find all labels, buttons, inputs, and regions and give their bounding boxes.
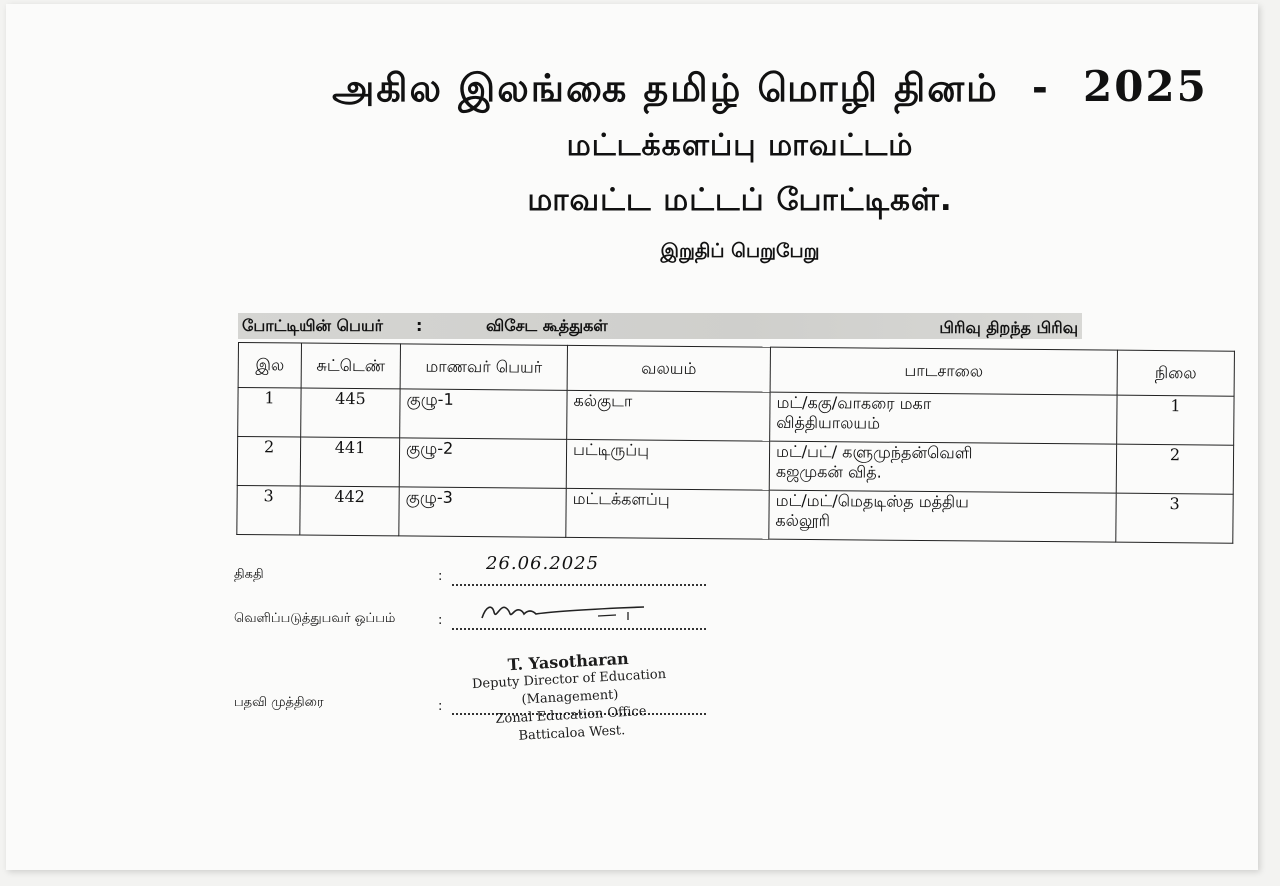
seal-line3: Zonal Education Office — [495, 704, 647, 727]
row-school-line1: மட்/ககு/வாகரை மகா — [776, 392, 932, 414]
date-value: 26.06.2025 — [486, 553, 600, 574]
row-index: 445 — [301, 388, 400, 438]
district-title: மட்டக்களப்பு மாவட்டம் — [566, 128, 914, 163]
row-no: 1 — [238, 388, 301, 438]
competition-category: பிரிவு திறந்த பிரிவு — [939, 318, 1078, 337]
level-title: மாவட்ட மட்டப் போட்டிகள். — [527, 182, 953, 218]
seal-line4: Batticaloa West. — [518, 723, 626, 744]
row-school-line1: மட்/மட்/மெதடிஸ்த மத்திய — [775, 490, 970, 512]
signature-dotted-line — [452, 627, 706, 630]
column-header-name: மாணவர் பெயர் — [400, 344, 567, 390]
table-row — [238, 388, 1234, 446]
row-zone: கல்குடா — [567, 390, 770, 441]
competition-name: விசேட கூத்துகள் — [486, 316, 608, 335]
date-dotted-line — [452, 583, 706, 586]
signature-label: வெளிப்படுத்துபவர் ஒப்பம் — [234, 611, 396, 626]
row-name: குழு-3 — [399, 487, 566, 537]
column-header-zone: வலயம் — [567, 345, 770, 392]
row-index: 441 — [300, 437, 399, 487]
main-title-text: அகில இலங்கை தமிழ் மொழி தினம் — [332, 66, 999, 110]
column-header-index: சுட்டெண் — [301, 343, 400, 389]
main-title-separator: - — [1031, 66, 1050, 110]
results-table — [236, 342, 1235, 544]
table-row — [237, 437, 1233, 495]
row-name: குழு-1 — [400, 389, 567, 439]
main-title-year: 2025 — [1082, 62, 1208, 111]
seal-line2: (Management) — [521, 687, 619, 708]
seal-label: பதவி முத்திரை — [234, 695, 324, 710]
date-colon: : — [438, 569, 443, 584]
seal-colon: : — [438, 699, 443, 714]
competition-label: போட்டியின் பெயர் — [242, 316, 384, 335]
row-school-line2: வித்தியாலயம் — [776, 412, 881, 433]
row-school — [770, 392, 1117, 444]
competition-info-bar — [238, 313, 1082, 339]
column-header-no: இல — [238, 343, 301, 389]
row-zone: பட்டிருப்பு — [566, 439, 769, 490]
row-rank: 3 — [1116, 493, 1233, 543]
column-header-school: பாடசாலை — [770, 347, 1117, 395]
date-label: திகதி — [234, 567, 264, 582]
column-header-rank: நிலை — [1117, 350, 1234, 396]
row-index: 442 — [300, 486, 399, 536]
seal-name: T. Yasotharan — [507, 648, 630, 675]
row-school-line2: கல்லூரி — [775, 510, 831, 531]
row-zone: மட்டக்களப்பு — [566, 488, 769, 539]
main-title — [0, 62, 1280, 116]
row-no: 2 — [237, 437, 300, 487]
row-name: குழு-2 — [399, 438, 566, 488]
row-school — [769, 441, 1116, 493]
table-row — [237, 485, 1233, 543]
signature-mark — [478, 598, 648, 626]
row-rank: 2 — [1116, 444, 1233, 494]
seal-line1: Deputy Director of Education — [471, 666, 667, 693]
row-no: 3 — [237, 485, 300, 535]
row-school — [769, 490, 1116, 542]
signature-colon: : — [438, 613, 443, 628]
competition-colon: : — [416, 316, 423, 335]
row-rank: 1 — [1117, 395, 1234, 445]
row-school-line1: மட்/பட்/ களுமுந்தன்வெளி — [775, 441, 973, 463]
official-seal-stamp — [458, 646, 682, 748]
result-heading: இறுதிப் பெறுபேறு — [660, 240, 820, 262]
row-school-line2: கஜமுகன் வித். — [775, 461, 882, 482]
